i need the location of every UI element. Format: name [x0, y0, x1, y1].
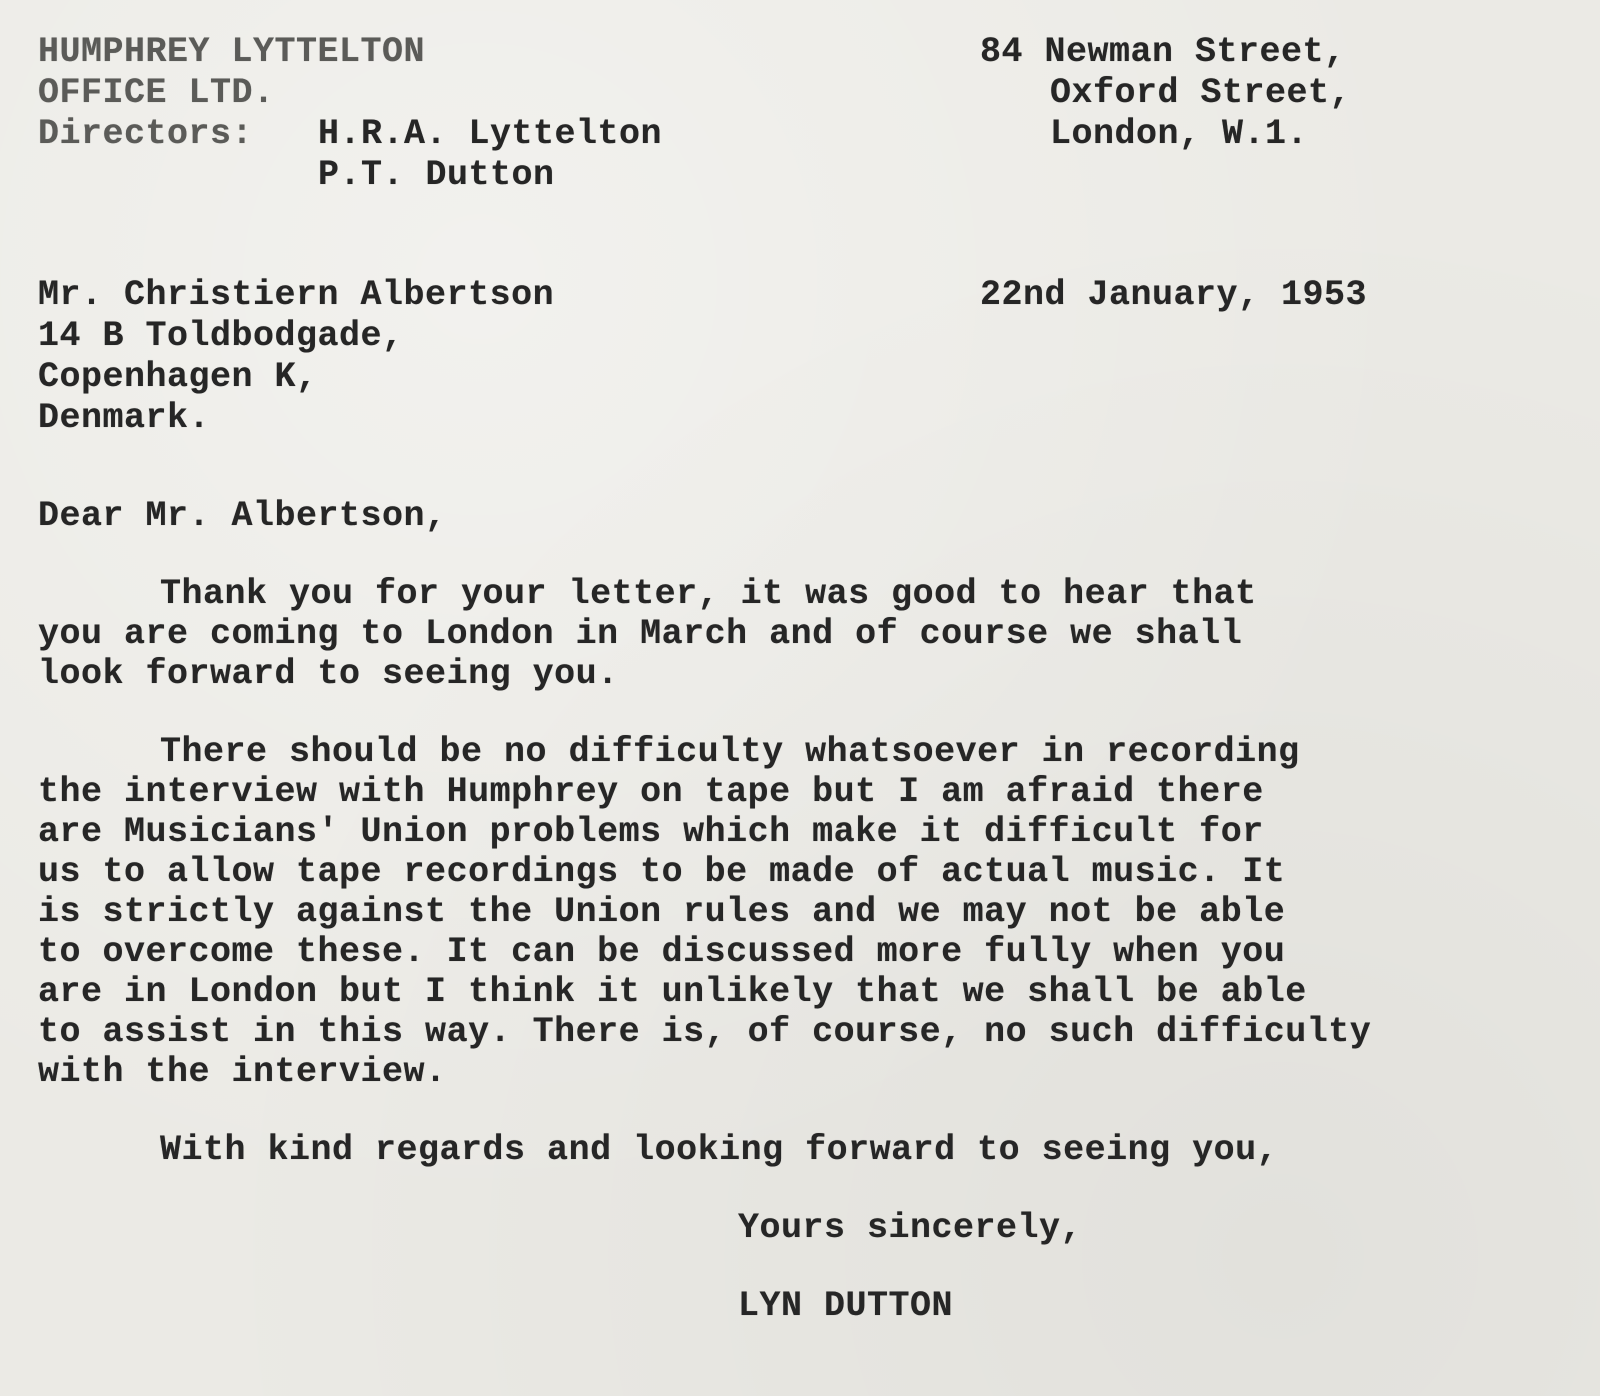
recipient-address-line1: 14 B Toldbodgade, [38, 316, 404, 356]
paragraph1-line1: Thank you for your letter, it was good to hear that [160, 574, 1257, 614]
paragraph2-line7: are in London but I think it unlikely that we shall be able [38, 972, 1307, 1012]
signature-name: LYN DUTTON [738, 1286, 954, 1326]
paragraph2-line2: the interview with Humphrey on tape but I am afraid there [38, 772, 1264, 812]
paragraph2-line6: to overcome these. It can be discussed more fully when you [38, 932, 1286, 972]
recipient-address-line2: Copenhagen K, [38, 357, 318, 397]
company-name-line1: HUMPHREY LYTTELTON [38, 32, 426, 72]
company-name-line2: OFFICE LTD. [38, 73, 275, 113]
paragraph2-line8: to assist in this way. There is, of course, no such difficulty [38, 1012, 1372, 1052]
director-2: P.T. Dutton [318, 155, 555, 195]
paragraph1-line2: you are coming to London in March and of course we shall [38, 614, 1243, 654]
sender-address-line3: London, W.1. [1050, 114, 1309, 154]
paragraph1-line3: look forward to seeing you. [38, 654, 619, 694]
directors-label: Directors: [38, 114, 254, 154]
paragraph2-line3: are Musicians' Union problems which make it difficult for [38, 812, 1264, 852]
director-1: H.R.A. Lyttelton [318, 114, 663, 154]
paragraph2-line4: us to allow tape recordings to be made of actual music. It [38, 852, 1286, 892]
letter-date: 22nd January, 1953 [980, 275, 1368, 315]
paragraph2-line9: with the interview. [38, 1052, 447, 1092]
recipient-name: Mr. Christiern Albertson [38, 275, 555, 315]
sender-address-line1: 84 Newman Street, [980, 32, 1346, 72]
closing-line: With kind regards and looking forward to seeing you, [160, 1130, 1279, 1170]
recipient-address-line3: Denmark. [38, 398, 211, 438]
salutation: Dear Mr. Albertson, [38, 496, 447, 536]
paragraph2-line1: There should be no difficulty whatsoever in recording [160, 732, 1300, 772]
paragraph2-line5: is strictly against the Union rules and we may not be able [38, 892, 1286, 932]
valediction: Yours sincerely, [738, 1208, 1083, 1248]
sender-address-line2: Oxford Street, [1050, 73, 1352, 113]
